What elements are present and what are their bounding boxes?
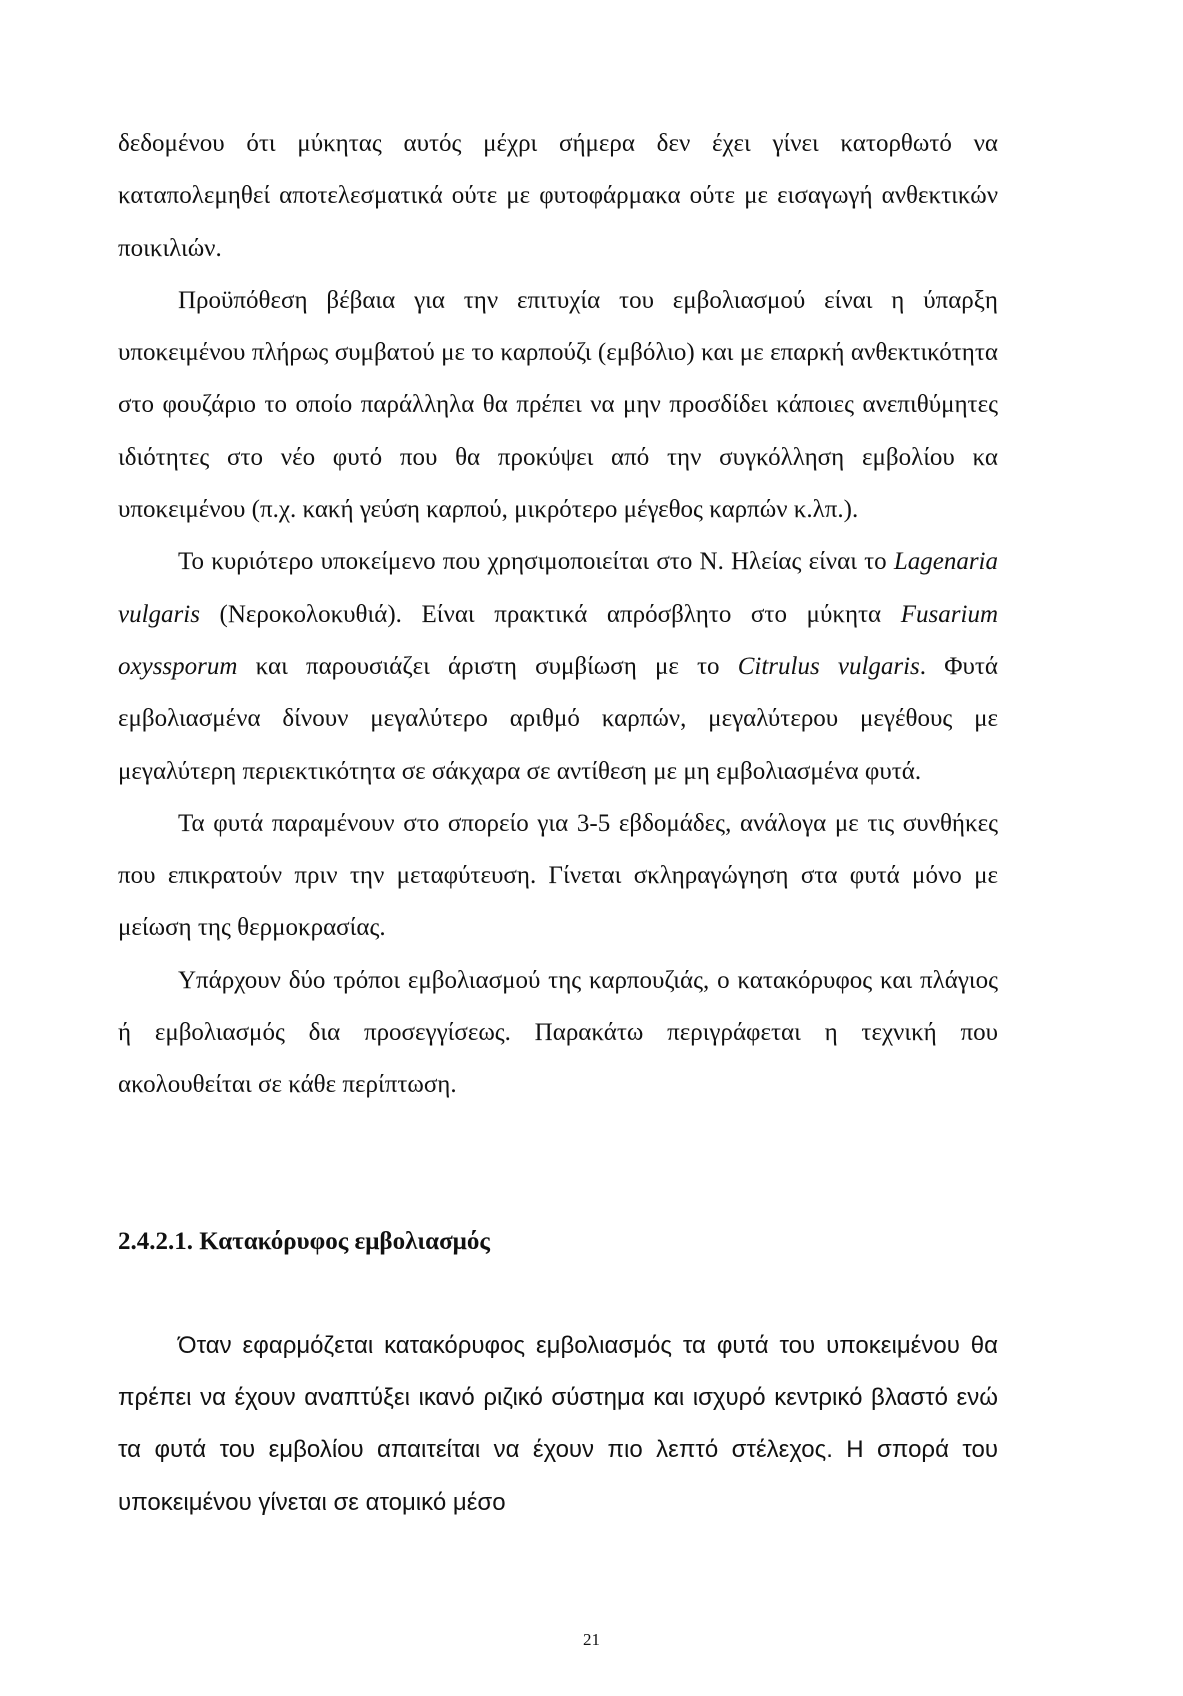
paragraph-nursery: Τα φυτά παραμένουν στο σπορείο για 3-5 εβδομάδες, ανάλογα με τις συνθήκες που επικρατούν πριν την μεταφύτευση. Γίνεται σκληραγώγηση στα φυτά μόνο με μείωση της θερμοκρασίας. (118, 809, 998, 942)
spacer (118, 1112, 998, 1216)
text-run: Το κυριότερο υποκείμενο που χρησιμοποιείται στο Ν. Ηλείας είναι το (178, 548, 894, 576)
text-run: (Νεροκολοκυθιά). Είναι πρακτικά απρόσβλητο στο μύκητα (199, 600, 901, 628)
paragraph-vertical-grafting: Όταν εφαρμόζεται κατακόρυφος εμβολιασμός τα φυτά του υποκειμένου θα πρέπει να έχουν αναπτύξει ικανό ριζικό σύστημα και ισχυρό κεντρικό βλαστό ενώ τα φυτά του εμβολίου απαιτείται να έχουν πιο λεπτό στέλεχος. Η σπορά του υποκειμένου γίνεται σε ατομικό μέσο (118, 1331, 998, 1516)
section-heading: 2.4.2.1. Κατακόρυφος εμβολιασμός (118, 1227, 490, 1255)
paragraph-rootstock (118, 536, 998, 797)
text-run: . Φυτά εμβολιασμένα δίνουν μεγαλύτερο αριθμό καρπών, μεγαλύτερου μεγέθους με μεγαλύτερη περιεκτικότητα σε σάκχαρα σε αντίθεση με μη εμβολιασμένα φυτά. (118, 652, 998, 785)
spacer (118, 1268, 998, 1320)
text-run: και παρουσιάζει άριστη συμβίωση με το (237, 652, 738, 680)
paragraph-prerequisite: Προϋπόθεση βέβαια για την επιτυχία του εμβολιασμού είναι η ύπαρξη υποκειμένου πλήρως συμβατού με το καρπούζι (εμβόλιο) και με επαρκή ανθεκτικότητα στο φουζάριο το οποίο παράλληλα θα πρέπει να μην προσδίδει κάποιες ανεπιθύμητες ιδιότητες στο νέο φυτό που θα προκύψει από την συγκόλληση εμβολίου κα υποκειμένου (π.χ. κακή γεύση καρπού, μικρότερο μέγεθος καρπών κ.λπ.). (118, 286, 998, 524)
species-name-fusarium: Fusarium oxyssporum (118, 600, 998, 680)
paragraph-continuation: δεδομένου ότι μύκητας αυτός μέχρι σήμερα δεν έχει γίνει κατορθωτό να καταπολεμηθεί αποτελεσματικά ούτε με φυτοφάρμακα ούτε με εισαγωγή ανθεκτικών ποικιλιών. (118, 130, 998, 262)
document-page (118, 118, 998, 1529)
species-name-citrulus: Citrulus vulgaris (737, 652, 920, 680)
paragraph-methods: Υπάρχουν δύο τρόποι εμβολιασμού της καρπουζιάς, ο κατακόρυφος και πλάγιος ή εμβολιασμός δια προσεγγίσεως. Παρακάτω περιγράφεται η τεχνική που ακολουθείται σε κάθε περίπτωση. (118, 966, 998, 1099)
species-name-lagenaria: Lagenaria vulgaris (118, 548, 998, 628)
page-number: 21 (583, 1630, 600, 1649)
